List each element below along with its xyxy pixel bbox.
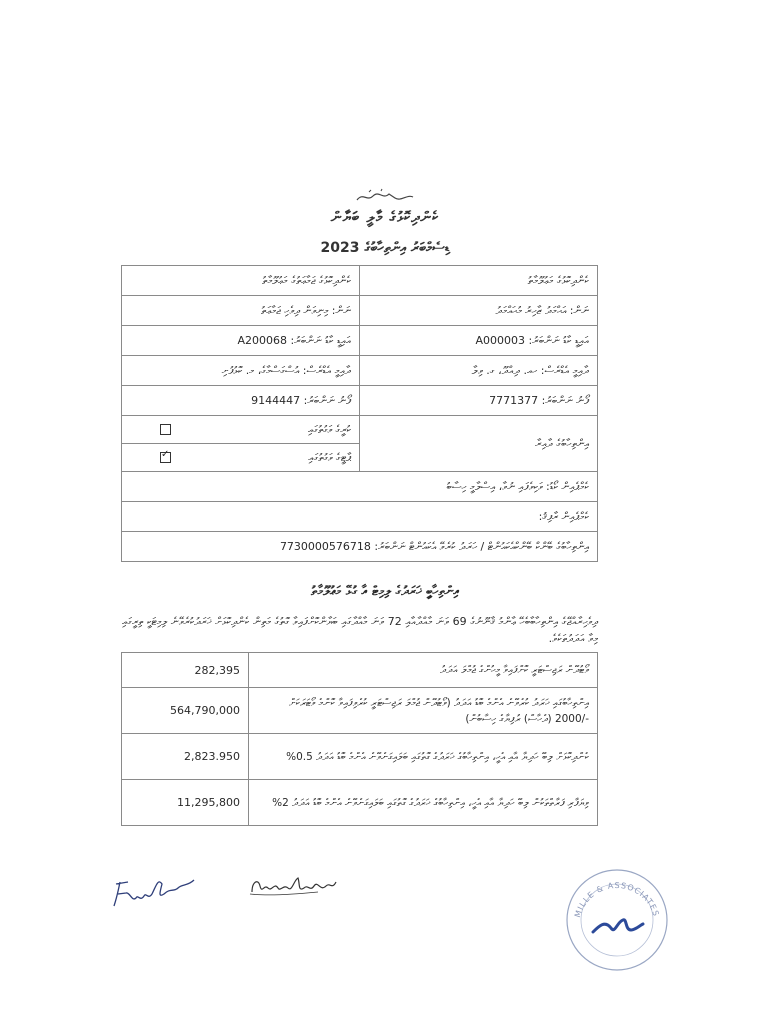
option-1-checkbox[interactable] xyxy=(160,424,171,435)
candidate-phone-label: ފޯނު ނަންބަރު: xyxy=(541,393,589,407)
para-part-b: ވަނަ މާއްދާއާއި xyxy=(405,615,449,628)
candidate-address: ދާއިމީ އެޑްރެސް: ހއ. ދިއްދޫ، ގ. ވިލާ xyxy=(360,356,598,386)
party-phone-label: ފޯނު ނަންބަރު: xyxy=(303,393,351,407)
candidate-phone-value: 7771377 xyxy=(489,393,539,407)
section-title: އިންތިހާބީ ޚަރަދުގެ ލިމިޓް އާ ގުޅޭ މަޢުލޫމާތު xyxy=(311,584,459,599)
amount-label: ވޯޓުދޭން ރަޖިސްޓަރީ ކޮށްފައިވާ މީހުންގެ ޖުމްލަ އަދަދު xyxy=(249,653,598,688)
candidate-phone-cell xyxy=(360,386,598,416)
bank-account-number: 7730000576718 xyxy=(279,539,371,553)
para-article-72: 72 xyxy=(387,615,402,628)
amount-value: 11,295,800 xyxy=(122,780,249,826)
signature-2 xyxy=(248,872,340,900)
candidate-info-table xyxy=(121,265,598,562)
amount-value: 564,790,000 xyxy=(122,688,249,734)
party-id-value: A200068 xyxy=(237,333,288,347)
signature-1 xyxy=(108,872,198,912)
party-address: ދާއިމީ އެޑްރެސް: އުސްގަސްމާގެ، މ. ކޮޅުފުށި xyxy=(122,356,360,386)
info-right-header: ކެންދިކޮޅުގެ މަޢުލޫމާތު xyxy=(360,266,598,296)
amount-value: 2,823.950 xyxy=(122,734,249,780)
party-phone-value: 9144447 xyxy=(251,393,301,407)
candidate-name: ނަން: އަޙްމަދު ޒާހިރު މުޙައްމަދު xyxy=(360,296,598,326)
candidate-id-cell xyxy=(360,326,598,356)
spending-limits-table xyxy=(121,652,598,826)
stamp-text: MILLE & ASSOCIATES xyxy=(572,880,661,919)
amount-label: އިންތިހާބުގައި ޚަރަދު ކުރެވޭނެ އެންމެ ބޮޑު އަދަދު (ވޯޓުދޭން ޖުމްލަ ރަޖިސްޓަރީ ކުރެވިފައިވާ ކޮންމެ ވޯޓަރަކަށް -/2000 (ދެހާސް) ރުފިޔާގެ ހިސާބުން) xyxy=(249,688,598,734)
campaign-code: ކެމްޕެއިން ކޯޑު: ވަކިވެފައި ނުވާ، އިސްލާމީ ހިސާބު xyxy=(122,472,598,502)
party-id-cell xyxy=(122,326,360,356)
party-id-label: އައިޑީ ކާޑު ނަންބަރު: xyxy=(290,333,351,347)
bank-account-cell xyxy=(122,532,598,562)
option-1-label: ކުރީގެ ވަގުތުގައި xyxy=(307,422,351,436)
svg-text:MILLE & ASSOCIATES xyxy=(573,881,661,919)
constituency-options xyxy=(122,416,360,472)
section-paragraph xyxy=(122,613,598,647)
option-2-checkbox[interactable] xyxy=(160,452,171,463)
option-2-label: ޕާޓީގެ ވަގުތުގައި xyxy=(308,450,351,464)
amount-label: ވިޔަފާރި ފަރާތްތަކުން ލިބޭ ހަދިޔާ އާއި އެހީ، އިންތިހާބުގެ ޚަރަދުގެ ގޮތުގައި ބަލައިގަނެވޭނެ އެންމެ ބޮޑު އަދަދު 2% xyxy=(249,780,598,826)
subtitle-prefix: ޑިސެމްބަރު އިންތިހާބުގެ xyxy=(364,240,450,256)
amount-value: 282,395 xyxy=(122,653,249,688)
bank-account-label: އިންތިހާބުގެ ބޭންކް ބޭންކްއެކައުންޓް / ހަރަދު ކުރެވޭ އެކައުންޓް ނަންބަރު: xyxy=(374,539,589,553)
party-phone-cell xyxy=(122,386,360,416)
constituency-label: އިންތިހާބުގެ ދާއިރާ xyxy=(360,416,598,472)
page-title: ކެންދިކޮޅުގެ މާލީ ބަޔާން xyxy=(330,208,440,226)
para-article-69: 69 xyxy=(452,615,467,628)
candidate-id-value: A000003 xyxy=(475,333,526,347)
company-stamp xyxy=(565,868,669,972)
bismillah-calligraphy xyxy=(355,188,415,206)
party-name: ނަން: މިނިވަން ދިވެހި ޖަމާޢަތު xyxy=(122,296,360,326)
subtitle-year: 2023 xyxy=(320,240,360,256)
para-part-c: ވަނަ މާއްދާގައި ބަޔާންކޮށްފައިވާ ގޮތުގެ މަތިން ކެންދިކޮޅަށް ޚަރަދުކުރެވޭނެ ލިމިޓަކީ ތިރީގައި މިވާ އަދަދުތަކެވެ. xyxy=(122,615,598,645)
para-part-a: ދިވެހިރާއްޖޭގެ އިންތިހާބާބެހޭ ޢާންމު ޤާނޫނުގެ xyxy=(470,615,598,628)
candidate-id-label: އައިޑީ ކާޑު ނަންބަރު: xyxy=(528,333,589,347)
info-left-header: ކެންދިކޮޅުގެ ޖަމާޢަތުގެ މަޢުލޫމާތު xyxy=(122,266,360,296)
campaign-manager: ކެމްޕެއިން ރާފިޤު: xyxy=(122,502,598,532)
page-subtitle xyxy=(185,240,585,256)
amount-label: ކެންދިކޮޅަށް ލިބޭ ހަދިޔާ އާއި އެހީ، އިންތިހާބުގެ ޚަރަދުގެ ގޮތުގައި ބަލައިގަނެވޭނެ އެންމެ ބޮޑު އަދަދު 0.5% xyxy=(249,734,598,780)
